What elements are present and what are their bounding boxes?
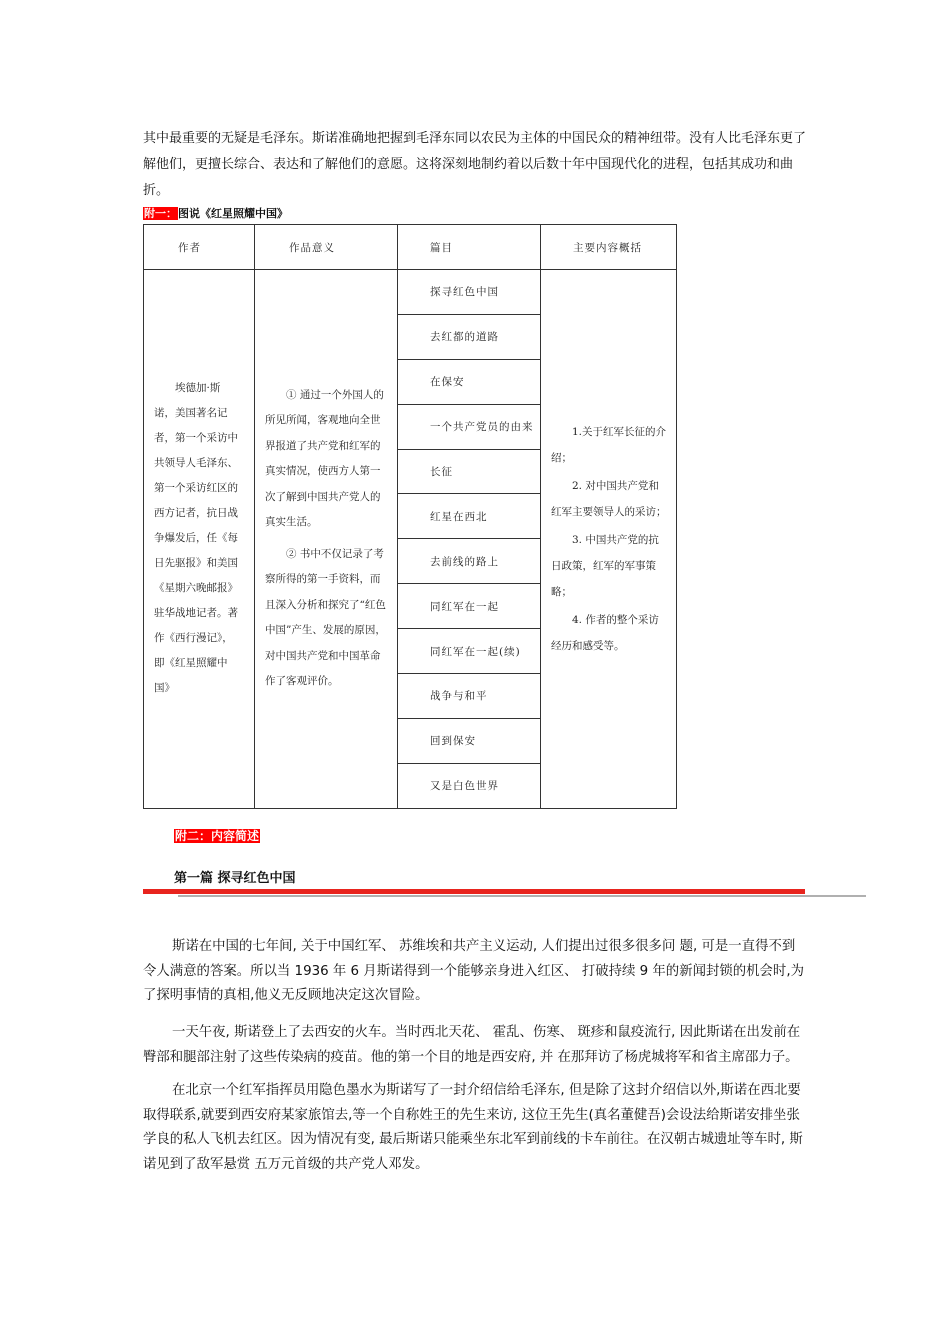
header-author: 作者	[144, 225, 255, 270]
paragraph-text: 斯诺在中国的七年间, 关于中国红军、 苏维埃和共产主义运动, 人们提出过很多很多问 题, 可是一直得不到令人满意的答案。所以当 1936 年 6 月斯诺得到一个能够亲身进入红区、 打破持续 9 年的新闻封锁的机会时,为了探明事情的真相,他义无反顾地决定这次冒险。	[143, 939, 804, 1003]
appendix-two-heading	[174, 827, 260, 844]
section-title: 第一篇 探寻红色中国	[174, 871, 296, 886]
chapter-cell: 同红军在一起	[398, 584, 541, 629]
appendix-one-tag: 附一：	[144, 207, 177, 220]
body-paragraph-3	[143, 1079, 808, 1177]
summary-point-3: 3. 中国共产党的抗日政策，红军的军事策略；	[551, 533, 659, 598]
chapter-cell: 回到保安	[398, 718, 541, 763]
meaning-point-2: ② 书中不仅记录了考察所得的第一手资料，而且深入分析和探究了“红色中国”产生、发展的原因，对中国共产党和中国革命作了客观评价。	[265, 547, 386, 688]
summary-point-1: 1.关于红军长征的介绍；	[551, 425, 667, 464]
header-summary: 主要内容概括	[541, 225, 677, 270]
body-paragraph-2	[143, 1021, 808, 1070]
chapter-cell: 又是白色世界	[398, 763, 541, 808]
chapter-cell: 去前线的路上	[398, 539, 541, 584]
author-cell	[144, 270, 255, 809]
paragraph-text: 一天午夜, 斯诺登上了去西安的火车。当时西北天花、 霍乱、伤寒、 斑疹和鼠疫流行, 因此斯诺在出发前在臀部和腿部注射了这些传染病的疫苗。他的第一个目的地是西安府, 并 在那拜访了杨虎城将军和省主席邵力子。	[143, 1025, 801, 1065]
summary-point-2: 2. 对中国共产党和红军主要领导人的采访；	[551, 479, 667, 518]
appendix-two-title: 附二：内容简述	[175, 829, 260, 843]
section-divider-red	[143, 889, 805, 894]
author-text: 埃德加·斯诺，美国著名记者，第一个采访中共领导人毛泽东、第一个采访红区的西方记者，抗日战争爆发后，任《每日先驱报》和美国《星期六晚邮报》驻华战地记者。著作《西行漫记》，即《红星照耀中国》	[154, 382, 238, 695]
appendix-one-heading	[143, 205, 288, 221]
book-overview-table	[143, 224, 677, 809]
chapter-cell: 一个共产党员的由来	[398, 404, 541, 449]
summary-cell	[541, 270, 677, 809]
chapter-cell: 红星在西北	[398, 494, 541, 539]
intro-paragraph: 其中最重要的无疑是毛泽东。斯诺准确地把握到毛泽东同以农民为主体的中国民众的精神纽带。没有人比毛泽东更了解他们，更擅长综合、表达和了解他们的意愿。这将深刻地制约着以后数十年中国现代化的进程，包括其成功和曲折。	[143, 131, 807, 198]
chapter-cell: 长征	[398, 449, 541, 494]
chapter-cell: 去红都的道路	[398, 314, 541, 359]
chapter-cell: 探寻红色中国	[398, 270, 541, 315]
appendix-one-title: 图说《红星照耀中国》	[178, 207, 288, 220]
chapter-cell: 战争与和平	[398, 674, 541, 719]
section-divider-gray	[178, 895, 866, 897]
table-header-row	[144, 225, 677, 270]
header-chapters: 篇目	[398, 225, 541, 270]
paragraph-text: 在北京一个红军指挥员用隐色墨水为斯诺写了一封介绍信给毛泽东, 但是除了这封介绍信以外,斯诺在西北要取得联系,就要到西安府某家旅馆去,等一个自称姓王的先生来访, 这位王先生(真名董健吾)会设法给斯诺安排坐张学良的私人飞机去红区。因为情况有变, 最后斯诺只能乘坐东北军到前线的卡车前往。在汉朝古城遗址等车时, 斯诺见到了敌军悬赏 五万元首级的共产党人邓发。	[143, 1083, 803, 1172]
meaning-point-1: ① 通过一个外国人的所见所闻，客观地向全世界报道了共产党和红军的真实情况，使西方人第一次了解到中国共产党人的真实生活。	[265, 388, 384, 529]
chapter-cell: 同红军在一起(续)	[398, 629, 541, 674]
meaning-cell	[255, 270, 398, 809]
body-paragraph-1	[143, 935, 808, 1009]
chapter-cell: 在保安	[398, 359, 541, 404]
header-meaning: 作品意义	[255, 225, 398, 270]
summary-point-4: 4. 作者的整个采访经历和感受等。	[551, 613, 659, 652]
